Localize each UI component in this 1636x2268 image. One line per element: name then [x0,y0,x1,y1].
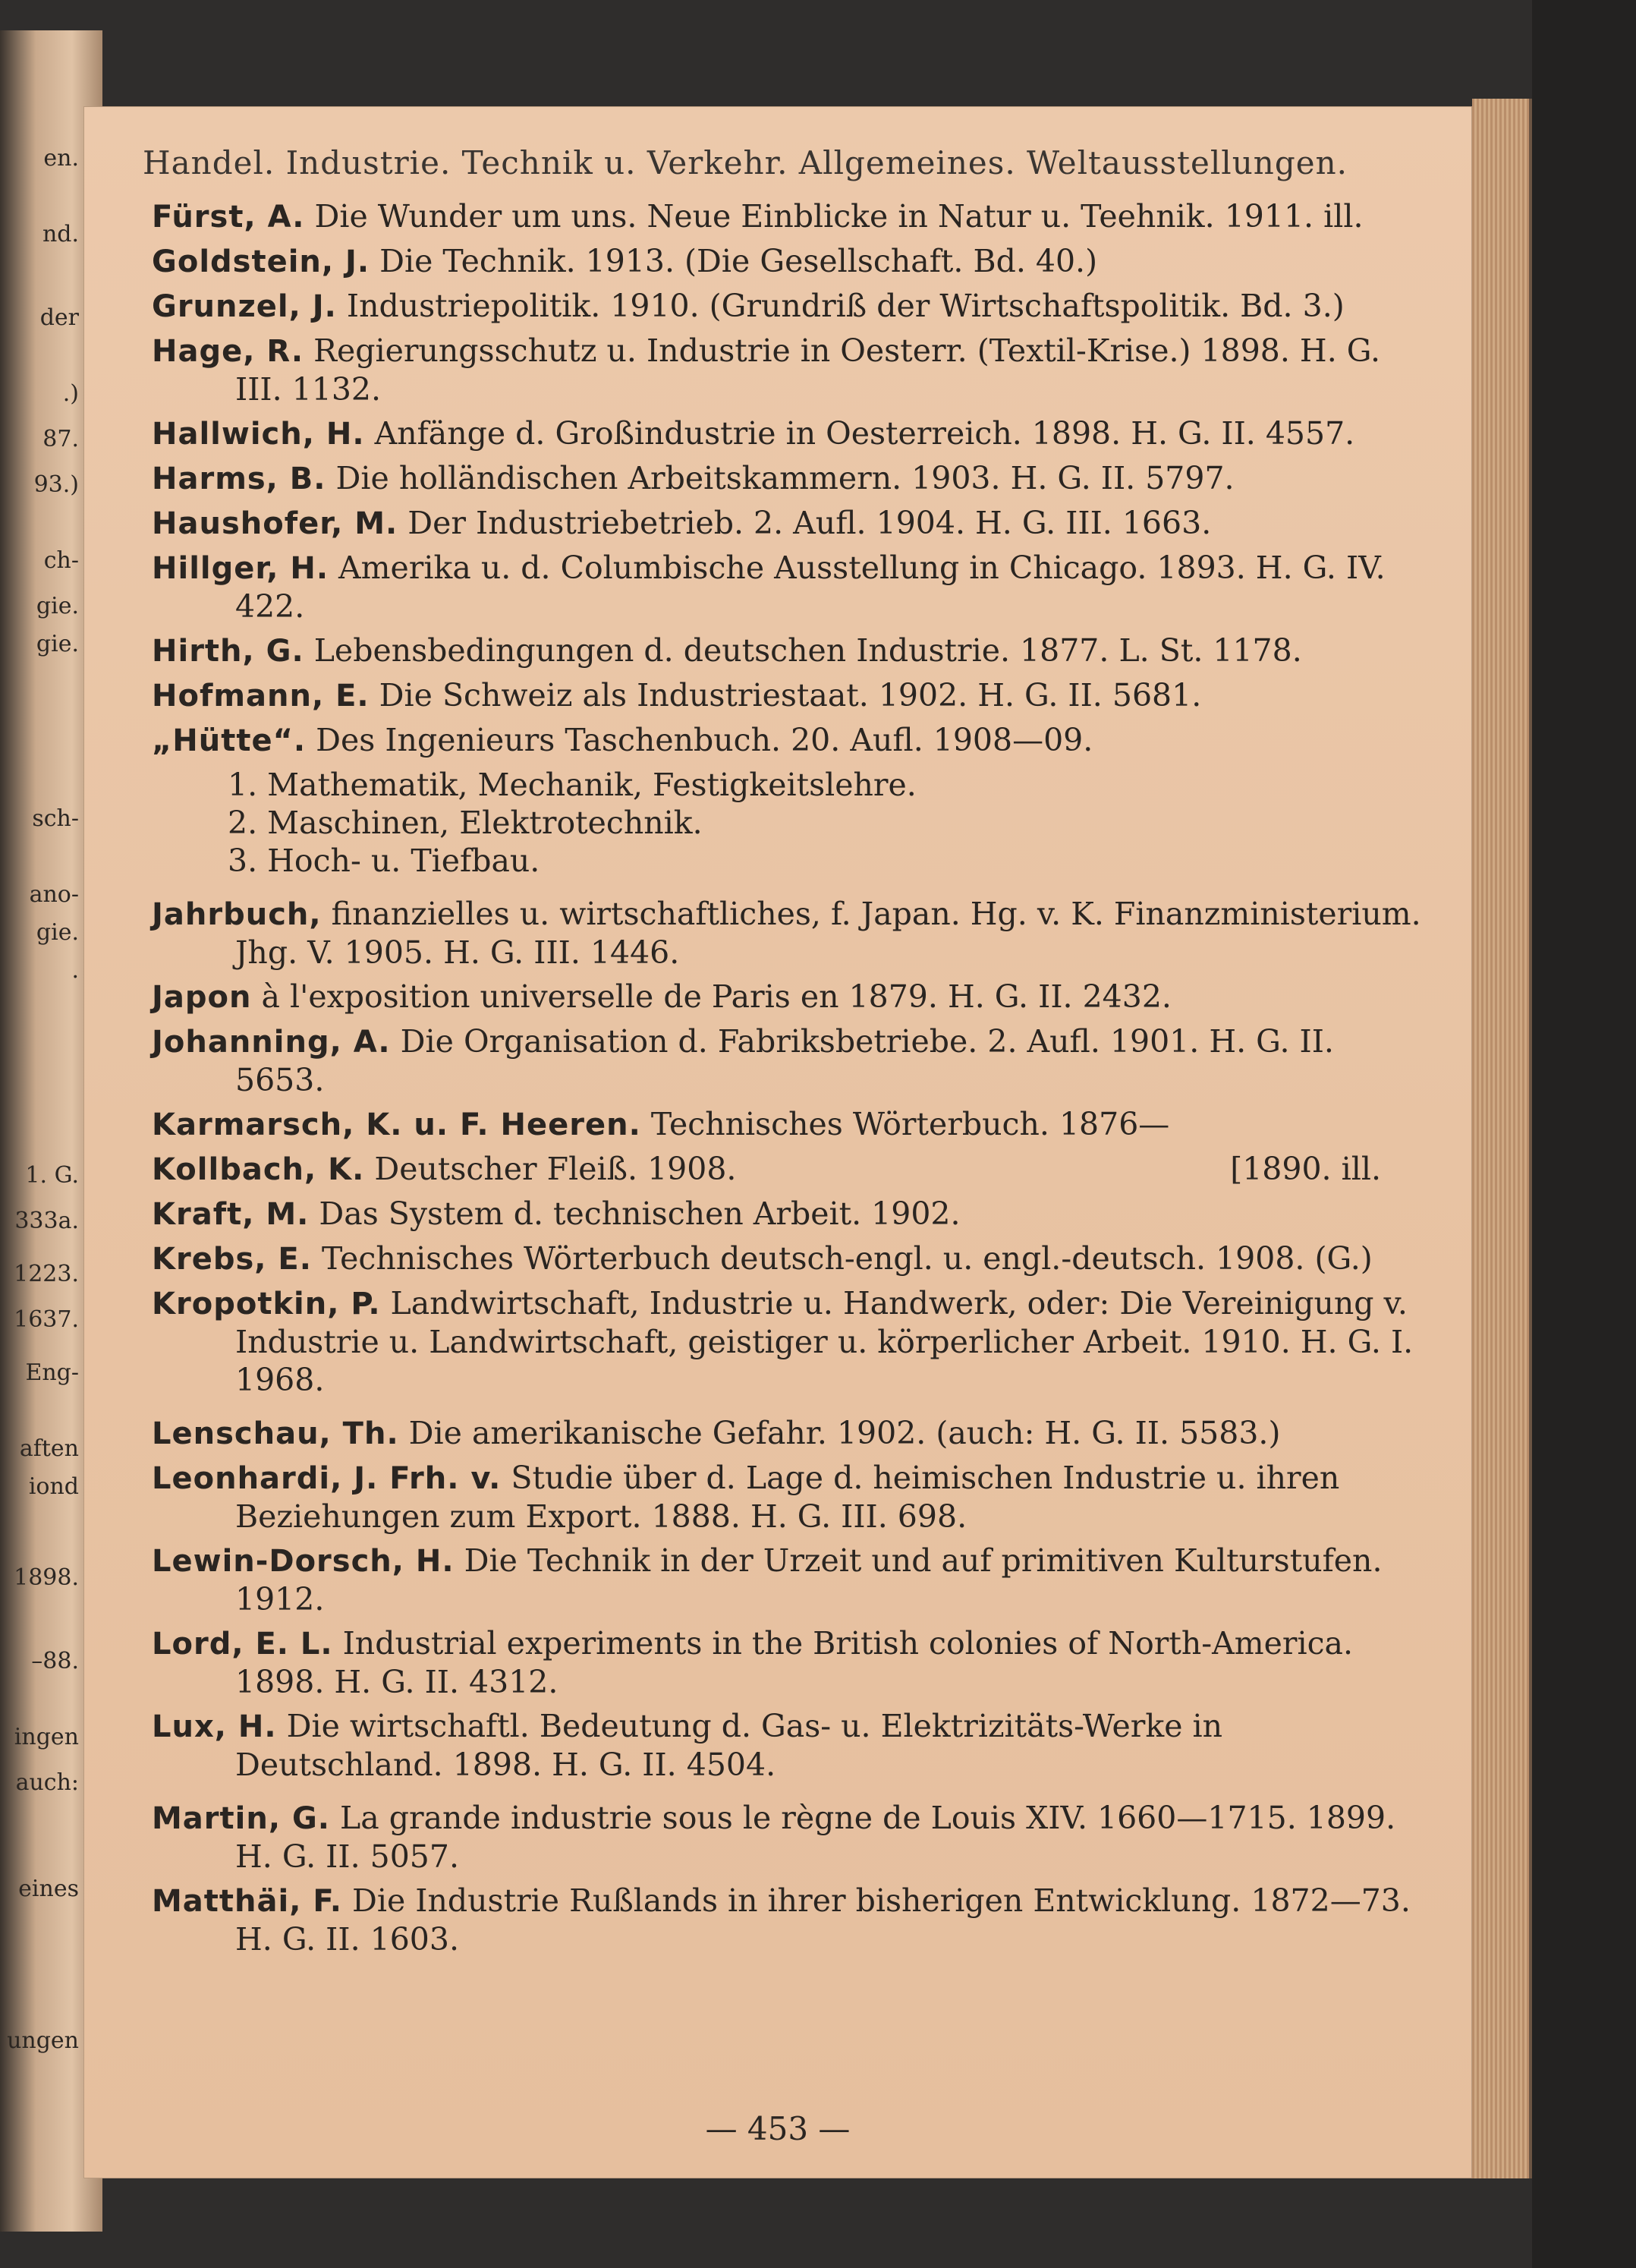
bibliography-entry [152,414,1427,453]
entry-title: La grande industrie sous le règne de Louis XIV. 1660—1715. 1899. H. G. II. 5057. [235,1800,1396,1875]
bibliography-entry [152,1284,1427,1399]
entry-author: Grunzel, J. [152,289,337,324]
previous-page-fragment: 1. G. [25,1162,79,1189]
previous-page-edge [0,0,83,2268]
entry-title: Der Industriebetrieb. 2. Aufl. 1904. H. G. III. 1663. [398,505,1212,541]
entry-title: Lebensbedingungen d. deutschen Industrie. 1877. L. St. 1178. [304,632,1302,669]
entry-title: Die Technik. 1913. (Die Gesellschaft. Bd. 40.) [370,243,1098,279]
bibliography-entry [152,459,1427,498]
entry-author: Japon [152,980,252,1015]
entry-author: Lord, E. L. [152,1627,333,1662]
bibliography-entry [152,549,1427,625]
entry-title: Die Wunder um uns. Neue Einblicke in Natur u. Teehnik. 1911. ill. [304,198,1364,235]
entry-author: „Hütte“. [152,723,307,758]
previous-page-fragment: iond [28,1473,79,1500]
entry-author: Haushofer, M. [152,506,398,541]
bibliography-entry [152,242,1427,281]
entry-title: Industriepolitik. 1910. (Grundriß der Wirtschaftspolitik. Bd. 3.) [336,288,1345,324]
bibliography-entry [152,1799,1427,1876]
previous-page-fragment: Eng- [25,1359,79,1386]
entry-author: Johanning, A. [152,1025,391,1060]
entry-subvolume: 3. Hoch- u. Tiefbau. [228,843,540,879]
entry-title: à l'exposition universelle de Paris en 1879. H. G. II. 2432. [251,978,1172,1015]
bibliography-entry [152,1459,1427,1536]
entry-author: Kropotkin, P. [152,1287,381,1321]
previous-page-fragment: aften [19,1435,79,1462]
entry-author: Lewin-Dorsch, H. [152,1544,455,1579]
entry-author: Goldstein, J. [152,244,370,279]
bibliography-entry [152,895,1427,972]
previous-page-fragment: der [39,304,79,331]
page-number: — 453 — [705,2110,851,2147]
previous-page-fragment: ch- [43,547,79,574]
page-block-edge [1472,99,1532,2178]
entry-title: Die holländischen Arbeitskammern. 1903. H. G. II. 5797. [326,460,1235,496]
entry-author: Hillger, H. [152,551,329,586]
bibliography-entry [152,287,1427,326]
running-head: Handel. Industrie. Technik u. Verkehr. Allgemeines. Weltausstellungen. [143,144,1348,181]
entry-author: Martin, G. [152,1801,330,1836]
previous-page-fragment: ungen [7,2027,79,2054]
entry-author: Matthäi, F. [152,1884,342,1919]
entry-title: Die wirtschaftl. Bedeutung d. Gas- u. Elektrizitäts-Werke in Deutschland. 1898. H. G. II. 4504. [235,1708,1223,1783]
bibliography-entry [152,504,1427,543]
book-page [83,106,1472,2178]
previous-page-fragment: ano- [29,881,79,908]
previous-page-fragment: 1898. [14,1564,79,1591]
previous-page-fragment: gie. [36,593,79,619]
previous-page-fragment: nd. [42,221,79,247]
bibliography-entry [152,676,1427,715]
previous-page-fragment: –88. [31,1648,79,1674]
entry-title: Technisches Wörterbuch. 1876— [640,1106,1170,1142]
bibliography-entry [152,1542,1427,1618]
entry-author: Hofmann, E. [152,679,370,713]
entry-author: Hirth, G. [152,634,304,669]
book-cover-right [1532,0,1636,2268]
bibliography-entry [152,332,1427,408]
bibliography-entry [152,632,1427,670]
bibliography-entry [152,197,1427,236]
previous-page-fragment: 333a. [14,1208,79,1234]
entry-author: Krebs, E. [152,1242,312,1277]
previous-page-fragment: sch- [32,805,79,832]
entry-author: Kollbach, K. [152,1152,365,1187]
entry-author: Kraft, M. [152,1197,310,1232]
entry-author: Fürst, A. [152,200,305,235]
entry-subvolume: 1. Mathematik, Mechanik, Festigkeitslehre. [228,767,917,803]
bibliography-entry [152,1240,1427,1278]
entry-author: Karmarsch, K. u. F. Heeren. [152,1107,641,1142]
entry-title: Des Ingenieurs Taschenbuch. 20. Aufl. 1908—09. [306,722,1093,758]
entry-author: Hallwich, H. [152,417,365,452]
entry-title: Amerika u. d. Columbische Ausstellung in Chicago. 1893. H. G. IV. 422. [235,550,1386,625]
entry-title: Die Technik in der Urzeit und auf primitiven Kulturstufen. 1912. [235,1542,1383,1618]
previous-page-fragment: 93.) [33,471,79,498]
bibliography-entry [152,1882,1427,1958]
entry-author: Harms, B. [152,461,326,496]
bibliography-entry [152,1150,1427,1189]
entry-title: Technisches Wörterbuch deutsch-engl. u. engl.-deutsch. 1908. (G.) [311,1240,1373,1277]
previous-page-fragment: eines [18,1876,79,1902]
bibliography-list [152,197,1427,1964]
entry-title: Die Industrie Rußlands in ihrer bisherigen Entwicklung. 1872—73. H. G. II. 1603. [235,1882,1411,1958]
entry-title: Das System d. technischen Arbeit. 1902. [309,1195,961,1232]
bibliography-entry [152,1707,1427,1784]
entry-author: Jahrbuch, [152,897,322,932]
previous-page-fragment: ingen [14,1724,79,1750]
entry-title: Industrial experiments in the British colonies of North-America. 1898. H. G. II. 4312. [235,1625,1354,1700]
previous-page-fragment: gie. [36,631,79,657]
bibliography-entry [152,1414,1427,1453]
previous-page-fragment: en. [43,145,79,172]
bibliography-entry [152,1105,1427,1144]
entry-title: Regierungsschutz u. Industrie in Oesterr. (Textil-Krise.) 1898. H. G. III. 1132. [235,332,1381,408]
previous-page-fragment: 87. [42,426,79,452]
previous-page-fragment: . [71,957,79,984]
entry-title: Die amerikanische Gefahr. 1902. (auch: H. G. II. 5583.) [398,1415,1281,1451]
entry-title: Anfänge d. Großindustrie in Oesterreich. 1898. H. G. II. 4557. [364,415,1355,452]
entry-author: Leonhardi, J. Frh. v. [152,1461,502,1496]
bibliography-entry [152,1195,1427,1233]
bibliography-entry [152,978,1427,1016]
entry-title: Die Schweiz als Industriestaat. 1902. H. G. II. 5681. [369,677,1202,713]
entry-title: Landwirtschaft, Industrie u. Handwerk, oder: Die Vereinigung v. Industrie u. Landwirtschaft, geistiger u. körperlicher Arbeit. 1910. H. G. I. 1968. [235,1285,1414,1398]
previous-page-fragment: gie. [36,919,79,946]
bibliography-entry [152,1624,1427,1701]
previous-page-fragment: .) [62,380,79,407]
entry-author: Lenschau, Th. [152,1416,399,1451]
entry-author: Lux, H. [152,1709,277,1744]
entry-author: Hage, R. [152,334,304,369]
entry-title: Deutscher Fleiß. 1908. [364,1151,737,1187]
bibliography-entry [152,1022,1427,1099]
entry-title: Die Organisation d. Fabriksbetriebe. 2. Aufl. 1901. H. G. II. 5653. [235,1023,1334,1098]
entry-continuation: [1890. ill. [1230,1151,1381,1187]
bibliography-entry [152,721,1427,760]
previous-page-fragment: auch: [15,1769,79,1796]
previous-page-fragment: 1637. [14,1306,79,1333]
entry-title: Studie über d. Lage d. heimischen Industrie u. ihren Beziehungen zum Export. 1888. H. G. III. 698. [235,1460,1340,1535]
entry-title: finanzielles u. wirtschaftliches, f. Japan. Hg. v. K. Finanzministerium. Jhg. V. 1905. H. G. III. 1446. [235,896,1421,971]
previous-page-fragment: 1223. [14,1261,79,1287]
entry-subvolume: 2. Maschinen, Elektrotechnik. [228,805,703,841]
